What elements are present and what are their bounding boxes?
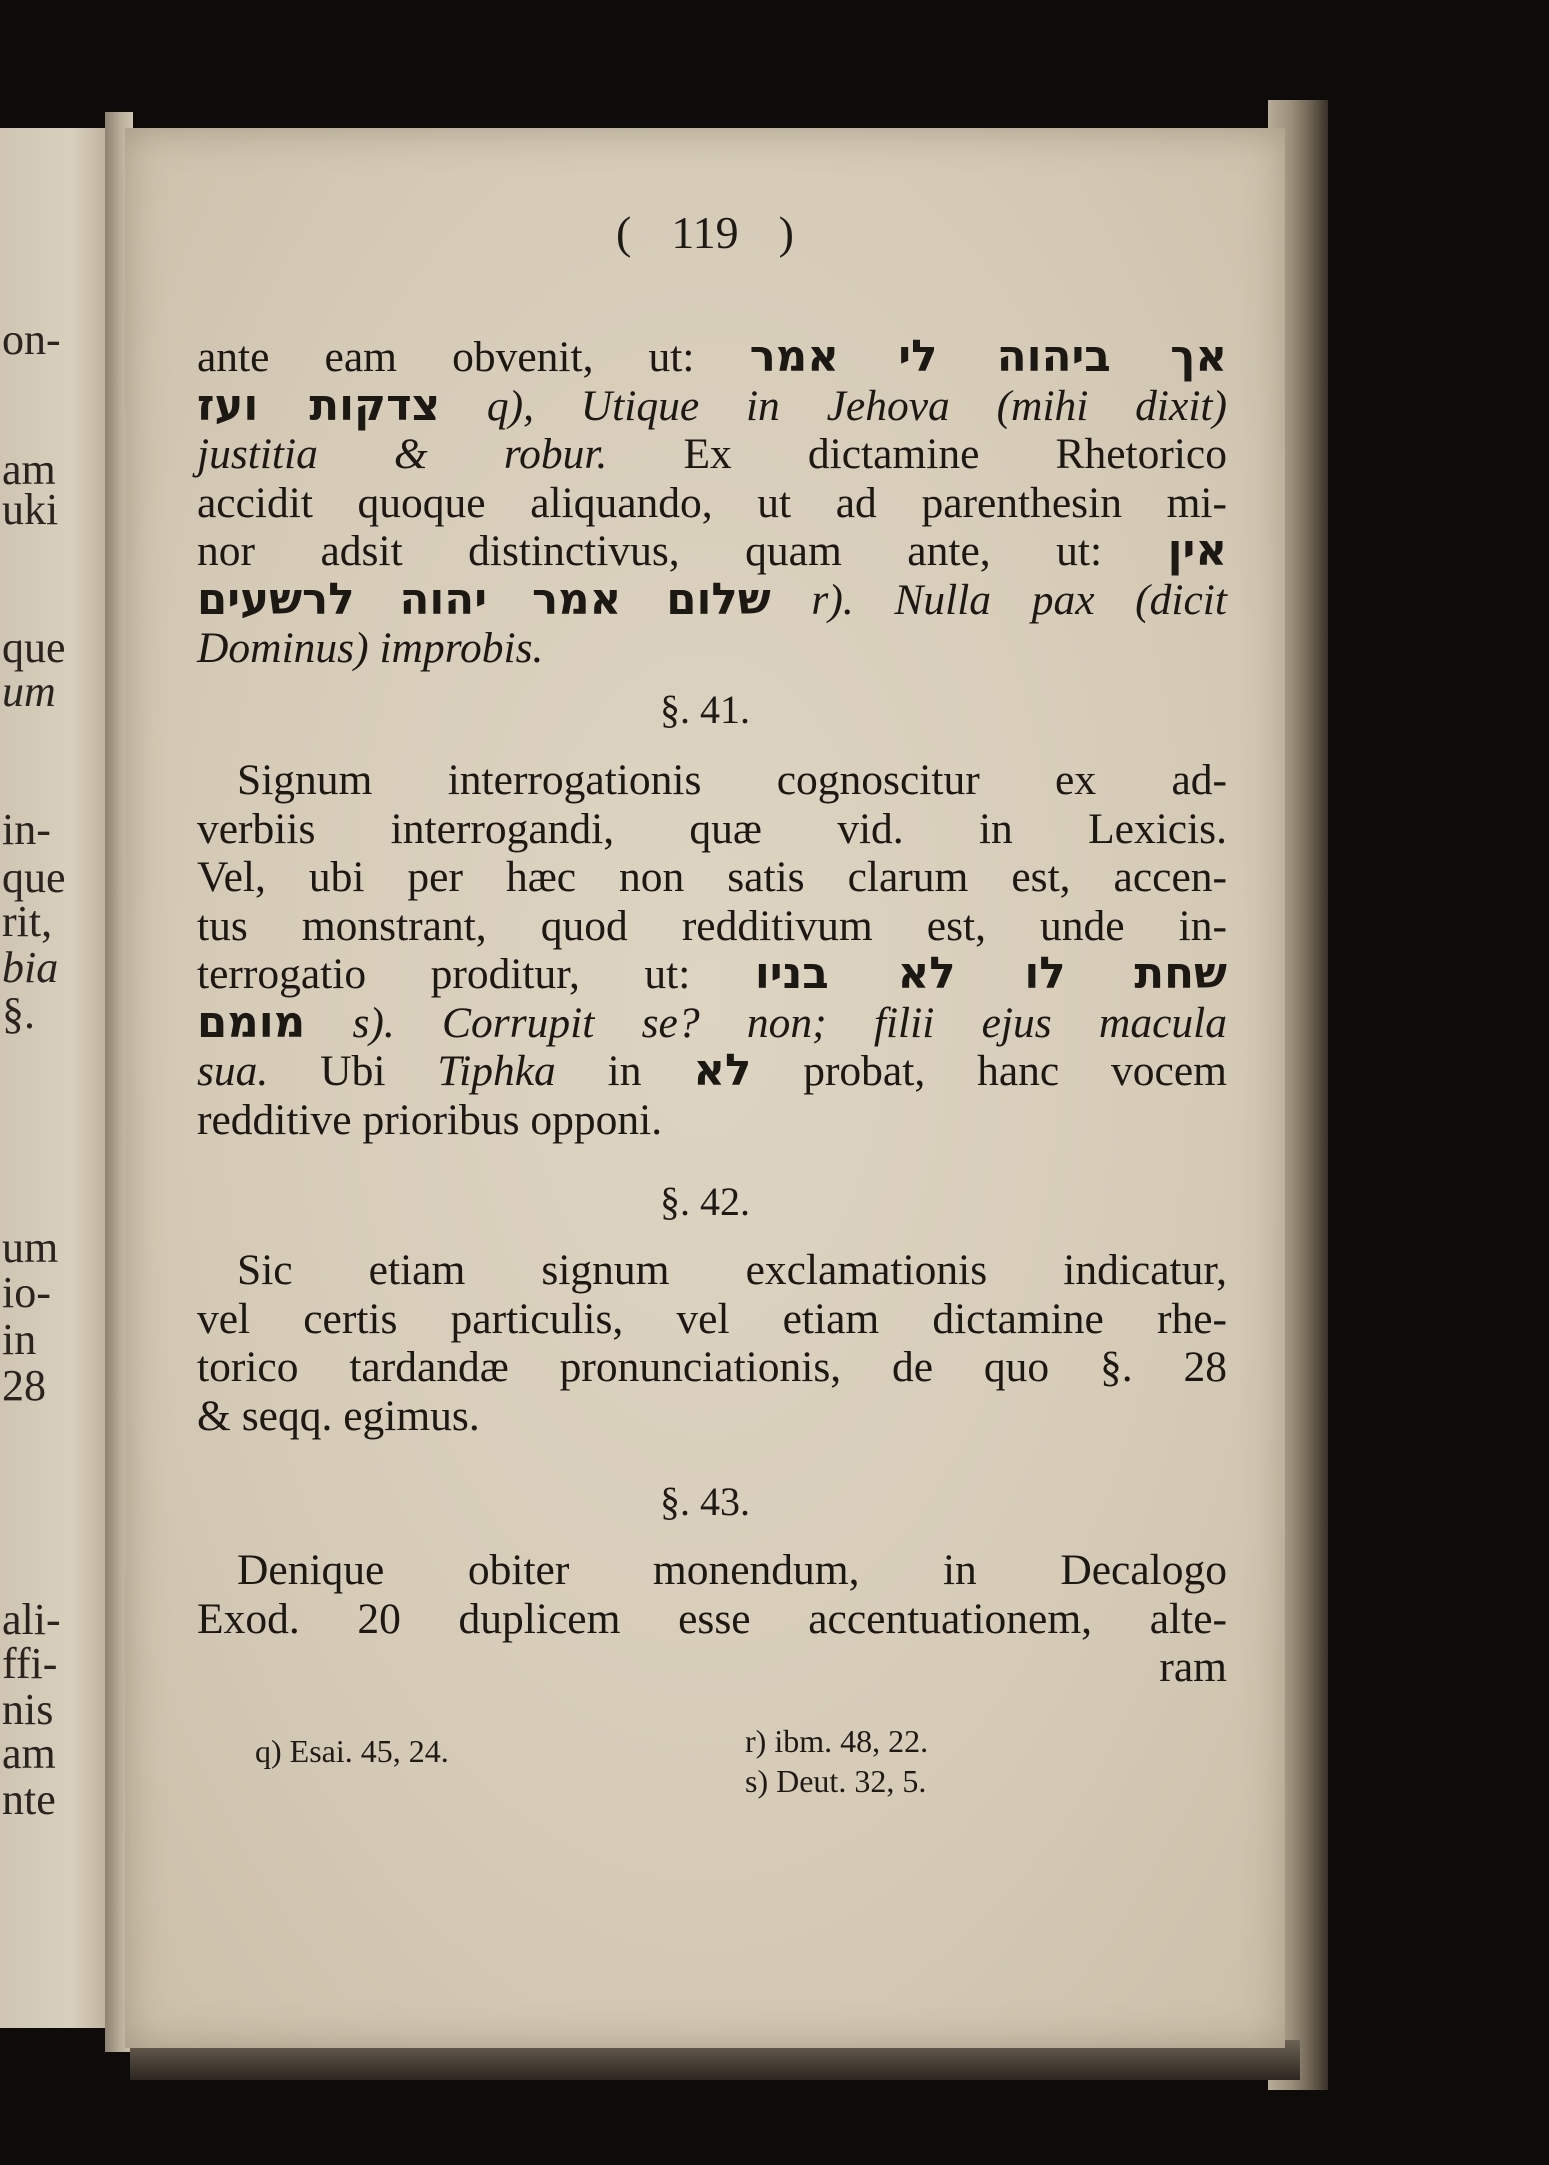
text-line: sua. Ubi Tiphka in לא probat, hanc vocem [197, 1046, 1228, 1096]
text-line: מומם s). Corrupit se? non; filii ejus macula [197, 997, 1227, 1048]
footnote-q: q) Esai. 45, 24. [255, 1733, 449, 1769]
text-line: accidit quoque aliquando, ut ad parenthesin mi- [197, 478, 1227, 527]
left-fragment: in [2, 1315, 37, 1364]
text-line: Signum interrogationis cognoscitur ex ad- [237, 756, 1227, 804]
left-fragment: que [2, 853, 66, 902]
left-fragment: ali- [2, 1595, 61, 1644]
left-fragment: in- [2, 805, 51, 854]
left-fragment: um [2, 667, 56, 716]
text-line: שלום אמר יהוה לרשעים r). Nulla pax (dicit [197, 574, 1227, 625]
page-number: ( 119 ) [616, 207, 794, 258]
section-heading-42: §. 42. [660, 1179, 750, 1224]
left-fragment: nis [2, 1685, 54, 1734]
left-page-edge [0, 128, 118, 2028]
paragraph-42 [197, 1246, 1227, 1440]
left-fragment: am [2, 1729, 56, 1778]
footnote-s: s) Deut. 32, 5. [745, 1763, 927, 1799]
section-heading-43: §. 43. [660, 1479, 750, 1524]
left-fragment: on- [2, 315, 61, 364]
text-line: terrogatio proditur, ut: שחת לו לא בניו [197, 949, 1227, 999]
left-fragment: uki [2, 485, 59, 534]
text-line: vel certis particulis, vel etiam dictamine rhe- [197, 1294, 1227, 1343]
left-fragment: bia [2, 943, 59, 992]
footnote-r: r) ibm. 48, 22. [745, 1723, 929, 1759]
paragraph-41 [197, 756, 1227, 1144]
text-line: torico tardandæ pronunciationis, de quo §. 28 [197, 1343, 1227, 1391]
text-line: verbiis interrogandi, quæ vid. in Lexicis. [197, 804, 1227, 853]
text-line: justitia & robur. Ex dictamine Rhetorico [197, 430, 1227, 478]
left-fragment: um [2, 1223, 59, 1272]
text-line: & seqq. egimus. [197, 1391, 480, 1440]
left-fragment: ffi- [2, 1639, 58, 1688]
text-line: nor adsit distinctivus, quam ante, ut: אין [197, 526, 1227, 576]
paragraph-43 [197, 1546, 1227, 1692]
text-line: Exod. 20 duplicem esse accentuationem, alte- [197, 1594, 1227, 1643]
left-fragment: que [2, 623, 66, 672]
text-line: Dominus) improbis. [197, 624, 544, 672]
text-line: redditive prioribus opponi. [197, 1095, 663, 1144]
text-line: Vel, ubi per hæc non satis clarum est, accen- [197, 853, 1227, 901]
text-line: ante eam obvenit, ut: אך ביהוה לי אמר [197, 332, 1227, 382]
catchword: ram [1159, 1643, 1227, 1691]
section-heading-41: §. 41. [660, 687, 750, 732]
left-fragment: rit, [2, 897, 53, 946]
left-fragment: am [2, 445, 56, 494]
left-fragment: §. [2, 989, 35, 1038]
text-line: tus monstrant, quod redditivum est, unde in- [197, 901, 1227, 950]
left-fragment: nte [2, 1775, 56, 1824]
paragraph-40-continued [197, 333, 1227, 673]
left-fragment: io- [2, 1268, 51, 1317]
right-page [125, 128, 1285, 2048]
left-fragment: 28 [2, 1361, 46, 1410]
text-line: Denique obiter monendum, in Decalogo [237, 1546, 1227, 1594]
text-line: צדקות ועז q), Utique in Jehova (mihi dixit) [197, 380, 1227, 431]
text-line: Sic etiam signum exclamationis indicatur, [237, 1246, 1227, 1294]
